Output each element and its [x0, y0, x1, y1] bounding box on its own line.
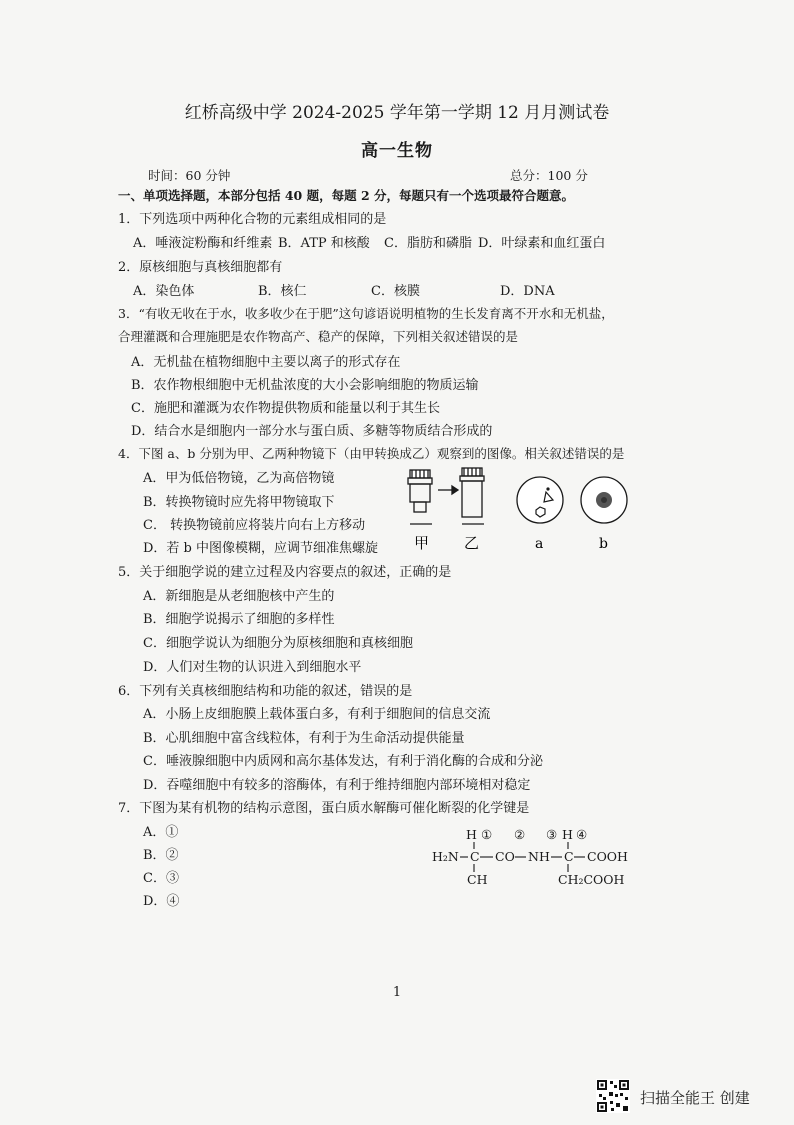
formula-ch: CH [467, 872, 488, 887]
marker-2: ② [514, 827, 526, 842]
q1-option-d: D．叶绿素和血红蛋白 [478, 236, 606, 251]
q6-option-a: A．小肠上皮细胞膜上载体蛋白多，有利于细胞间的信息交流 [143, 707, 491, 722]
q1-option-a: A．唾液淀粉酶和纤维素 [133, 236, 273, 251]
q6-option-b: B．心肌细胞中富含线粒体，有利于为生命活动提供能量 [143, 731, 465, 746]
label-a: a [535, 536, 544, 552]
formula-cooh: COOH [587, 849, 628, 864]
q4-option-b: B．转换物镜时应先将甲物镜取下 [143, 495, 335, 510]
microscope-figure [400, 462, 630, 554]
formula-nh: NH [528, 849, 550, 864]
qr-code-icon [596, 1079, 630, 1113]
formula-h2n: H₂N [432, 849, 459, 864]
view-a [517, 477, 563, 523]
question-3-stem-cont: 合理灌溉和合理施肥是农作物高产、稳产的保障，下列相关叙述错误的是 [118, 329, 519, 344]
objective-yi [460, 468, 484, 524]
question-2-stem: 2．原核细胞与真核细胞都有 [118, 260, 283, 275]
section-heading: 一、单项选择题，本部分包括 40 题，每题 2 分，每题只有一个选项最符合题意。 [118, 188, 575, 203]
objective-jia [408, 470, 432, 524]
label-yi: 乙 [464, 534, 480, 552]
marker-1: ① [481, 827, 493, 842]
question-4-stem: 4．下图 a、b 分别为甲、乙两种物镜下（由甲转换成乙）观察到的图像。相关叙述错误的是 [118, 446, 625, 461]
marker-3: ③ [546, 827, 558, 842]
q6-option-d: D．吞噬细胞中有较多的溶酶体，有利于维持细胞内部环境相对稳定 [143, 778, 531, 793]
view-b [581, 477, 627, 523]
label-jia: 甲 [414, 534, 430, 552]
exam-time: 时间：60 分钟 [148, 168, 231, 183]
q5-option-a: A．新细胞是从老细胞核中产生的 [143, 589, 335, 604]
q7-option-a: A．① [143, 825, 179, 840]
formula-ch2cooh: CH₂COOH [558, 872, 625, 887]
exam-subtitle: 高一生物 [361, 141, 433, 161]
q3-option-d: D．结合水是细胞内一部分水与蛋白质、多糖等物质结合形成的 [131, 424, 493, 439]
q3-option-a: A．无机盐在植物细胞中主要以离子的形式存在 [131, 355, 401, 370]
q6-option-c: C．唾液腺细胞中内质网和高尔基体发达，有利于消化酶的合成和分泌 [143, 754, 543, 769]
q4-option-d: D．若 b 中图像模糊，应调节细准焦螺旋 [143, 541, 379, 556]
q1-option-b: B．ATP 和核酸 [278, 236, 370, 251]
page-number: 1 [392, 985, 402, 1000]
q3-option-b: B．农作物根细胞中无机盐浓度的大小会影响细胞的物质运输 [131, 378, 479, 393]
q2-option-d: D．DNA [500, 284, 555, 299]
scanner-watermark [596, 1077, 786, 1117]
question-7-stem: 7．下图为某有机物的结构示意图，蛋白质水解酶可催化断裂的化学键是 [118, 801, 530, 816]
formula-h-top-2: H [562, 827, 573, 842]
question-3-stem: 3．“有收无收在于水，收多收少在于肥”这句谚语说明植物的生长发育离不开水和无机盐， [118, 306, 614, 321]
formula-h-top-1: H [466, 827, 477, 842]
q7-option-d: D．④ [143, 894, 180, 909]
q2-option-b: B．核仁 [258, 284, 307, 299]
arrow-icon [438, 486, 458, 494]
question-5-stem: 5．关于细胞学说的建立过程及内容要点的叙述，正确的是 [118, 565, 452, 580]
q1-option-c: C．脂肪和磷脂 [384, 236, 472, 251]
peptide-formula [430, 824, 640, 894]
formula-c2: C [564, 849, 574, 864]
question-6-stem: 6．下列有关真核细胞结构和功能的叙述，错误的是 [118, 684, 413, 699]
exam-score: 总分：100 分 [510, 168, 588, 183]
q7-option-b: B．② [143, 848, 179, 863]
q7-option-c: C．③ [143, 871, 179, 886]
exam-title: 红桥高级中学 2024-2025 学年第一学期 12 月月测试卷 [184, 103, 610, 123]
label-b: b [599, 536, 608, 552]
question-1-stem: 1．下列选项中两种化合物的元素组成相同的是 [118, 212, 387, 227]
formula-c1: C [470, 849, 480, 864]
q2-option-a: A．染色体 [133, 284, 195, 299]
q5-option-c: C．细胞学说认为细胞分为原核细胞和真核细胞 [143, 636, 413, 651]
q4-option-c: C． 转换物镜前应将装片向右上方移动 [143, 518, 366, 533]
marker-4: ④ [576, 827, 588, 842]
q4-option-a: A．甲为低倍物镜，乙为高倍物镜 [143, 471, 335, 486]
q3-option-c: C．施肥和灌溉为农作物提供物质和能量以利于其生长 [131, 401, 440, 416]
q2-option-c: C．核膜 [371, 284, 420, 299]
q5-option-b: B．细胞学说揭示了细胞的多样性 [143, 612, 335, 627]
scanner-credit-text: 扫描全能王 创建 [640, 1089, 750, 1107]
formula-co: CO [495, 849, 515, 864]
q5-option-d: D．人们对生物的认识进入到细胞水平 [143, 660, 362, 675]
